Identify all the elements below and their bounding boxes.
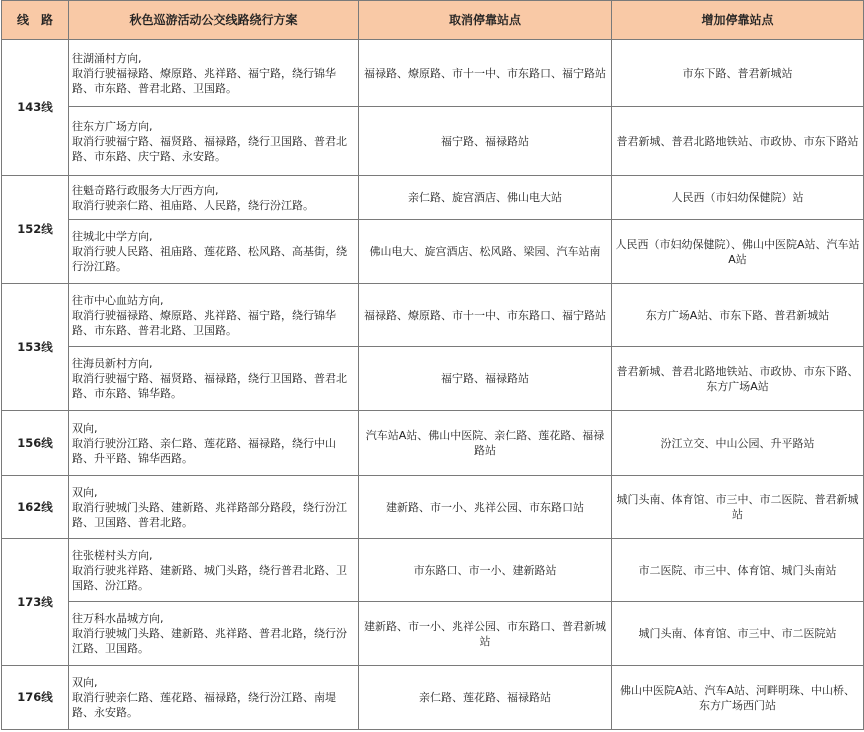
route-number: 152线: [2, 176, 69, 284]
detour-plan: [69, 40, 359, 107]
route-number: 176线: [2, 666, 69, 730]
table-row: [2, 40, 864, 107]
cancel-stops: 福宁路、福禄路站: [359, 107, 612, 176]
detour-plan: [69, 347, 359, 411]
detour-plan: [69, 176, 359, 220]
detour-plan: [69, 284, 359, 347]
direction: 往市中心血站方向,: [72, 293, 164, 307]
header-line: 线 路: [2, 1, 69, 40]
table-row: [2, 602, 864, 666]
table-row: [2, 284, 864, 347]
route-number: 143线: [2, 40, 69, 176]
direction: 双向,: [72, 485, 98, 499]
route-number: 156线: [2, 411, 69, 476]
direction: 往魁奇路行政服务大厅西方向,: [72, 183, 219, 197]
add-stops: 普君新城、普君北路地铁站、市政协、市东下路、东方广场A站: [612, 347, 864, 411]
cancel-stops: 市东路口、市一小、建新路站: [359, 539, 612, 602]
detour-plan: [69, 107, 359, 176]
direction: 往城北中学方向,: [72, 230, 153, 243]
detour-table: [1, 0, 864, 730]
cancel-stops: 亲仁路、莲花路、福禄路站: [359, 666, 612, 730]
cancel-stops: 福宁路、福禄路站: [359, 347, 612, 411]
detour-text: 取消行驶汾江路、亲仁路、莲花路、福禄路，绕行中山路、升平路、锦华西路。: [72, 436, 336, 465]
cancel-stops: 亲仁路、旋宫酒店、佛山电大站: [359, 176, 612, 220]
cancel-stops: 福禄路、燎原路、市十一中、市东路口、福宁路站: [359, 284, 612, 347]
detour-text: 取消行驶福禄路、燎原路、兆祥路、福宁路，绕行锦华路、市东路、普君北路、卫国路。: [72, 66, 336, 95]
detour-text: 取消行驶城门头路、建新路、兆祥路部分路段，绕行汾江路、卫国路、普君北路。: [72, 500, 347, 529]
direction: 往东方广场方向,: [72, 119, 153, 133]
add-stops: 佛山中医院A站、汽车A站、河畔明珠、中山桥、东方广场西门站: [612, 666, 864, 730]
add-stops: 城门头南、体育馆、市三中、市二医院站: [612, 602, 864, 666]
cancel-stops: 福禄路、燎原路、市十一中、市东路口、福宁路站: [359, 40, 612, 107]
detour-text: 取消行驶亲仁路、祖庙路、人民路，绕行汾江路。: [72, 198, 314, 212]
direction: 往湖涌村方向,: [72, 51, 142, 65]
direction: 往万科水晶城方向,: [72, 612, 164, 625]
cancel-stops: 佛山电大、旋宫酒店、松风路、梁园、汽车站南: [359, 220, 612, 284]
table-row: [2, 476, 864, 539]
cancel-stops: 建新路、市一小、兆祥公园、市东路口、普君新城站: [359, 602, 612, 666]
add-stops: 人民西（市妇幼保健院）、佛山中医院A站、汽车站A站: [612, 220, 864, 284]
route-number: 173线: [2, 539, 69, 666]
direction: 双向,: [72, 676, 98, 689]
detour-plan: [69, 411, 359, 476]
detour-plan: [69, 539, 359, 602]
add-stops: 城门头南、体育馆、市三中、市二医院、普君新城站: [612, 476, 864, 539]
direction: 双向,: [72, 421, 98, 435]
detour-text: 取消行驶亲仁路、莲花路、福禄路，绕行汾江路、南堤路、永安路。: [72, 691, 336, 719]
detour-text: 取消行驶兆祥路、建新路、城门头路，绕行普君北路、卫国路、汾江路。: [72, 563, 347, 592]
detour-text: 取消行驶城门头路、建新路、兆祥路、普君北路，绕行汾江路、卫国路。: [72, 627, 347, 655]
detour-plan: [69, 220, 359, 284]
table-row: [2, 539, 864, 602]
add-stops: 普君新城、普君北路地铁站、市政协、市东下路站: [612, 107, 864, 176]
detour-text: 取消行驶人民路、祖庙路、莲花路、松风路、高基街，绕行汾江路。: [72, 245, 347, 273]
add-stops: 汾江立交、中山公园、升平路站: [612, 411, 864, 476]
header-row: [2, 1, 864, 40]
detour-text: 取消行驶福宁路、福贤路、福禄路，绕行卫国路、普君北路、市东路、庆宁路、永安路。: [72, 134, 347, 163]
table-row: [2, 107, 864, 176]
cancel-stops: 汽车站A站、佛山中医院、亲仁路、莲花路、福禄路站: [359, 411, 612, 476]
detour-plan: [69, 476, 359, 539]
route-number: 153线: [2, 284, 69, 411]
detour-text: 取消行驶福宁路、福贤路、福禄路，绕行卫国路、普君北路、市东路、锦华路。: [72, 372, 347, 400]
detour-text: 取消行驶福禄路、燎原路、兆祥路、福宁路，绕行锦华路、市东路、普君北路、卫国路。: [72, 308, 336, 337]
header-add-stops: 增加停靠站点: [612, 1, 864, 40]
direction: 往张槎村头方向,: [72, 548, 153, 562]
table-row: [2, 347, 864, 411]
detour-plan: [69, 602, 359, 666]
route-number: 162线: [2, 476, 69, 539]
cancel-stops: 建新路、市一小、兆祥公园、市东路口站: [359, 476, 612, 539]
add-stops: 人民西（市妇幼保健院）站: [612, 176, 864, 220]
detour-plan: [69, 666, 359, 730]
table-row: [2, 176, 864, 220]
header-cancel-stops: 取消停靠站点: [359, 1, 612, 40]
direction: 往海员新村方向,: [72, 357, 153, 370]
add-stops: 市二医院、市三中、体育馆、城门头南站: [612, 539, 864, 602]
table-row: [2, 220, 864, 284]
header-plan: 秋色巡游活动公交线路绕行方案: [69, 1, 359, 40]
add-stops: 市东下路、普君新城站: [612, 40, 864, 107]
table-row: [2, 666, 864, 730]
add-stops: 东方广场A站、市东下路、普君新城站: [612, 284, 864, 347]
table-row: [2, 411, 864, 476]
